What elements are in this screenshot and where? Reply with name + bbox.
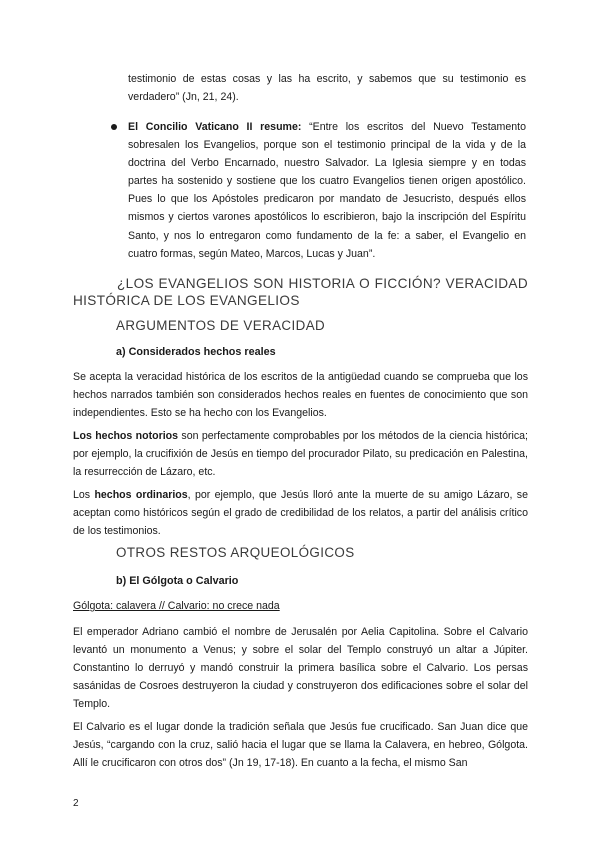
hechos-ordinarios-text: , por ejemplo, que Jesús lloró ante la muerte de su amigo Lázaro, se aceptan como históricos según el grado de credibilidad de los relatos, a partir del análisis crítico de los testimonios. <box>73 489 528 538</box>
paragraph-calvario: El Calvario es el lugar donde la tradición señala que Jesús fue crucificado. San Juan dice que Jesús, “cargando con la cruz, salió hacia el lugar que se llama la Calavera, en hebreo, Gólgota. Allí le crucificaron con otros dos” (Jn 19, 17-18). En cuanto a la fecha, el mismo San <box>73 721 528 770</box>
main-heading <box>73 275 528 309</box>
hechos-ordinarios-label: hechos ordinarios <box>94 489 188 501</box>
hechos-ordinarios-prefix: Los <box>73 489 95 501</box>
bullet-icon <box>111 124 117 130</box>
bullet-paragraph <box>128 118 526 263</box>
hechos-notorios-text: son perfectamente comprobables por los métodos de la ciencia histórica; por ejemplo, la crucifixión de Jesús en tiempo del procurador Pilato, su predicación en Palestina, la resurrección de Lázaro, etc. <box>73 430 528 479</box>
page-number: 2 <box>73 798 79 809</box>
bullet-text: “Entre los escritos del Nuevo Testamento sobresalen los Evangelios, porque son el testimonio principal de la vida y de la doctrina del Verbo Encarnado, nuestro Salvador. La Iglesia siempre y en todas partes ha sostenido y sostiene que los cuatro Evangelios tienen origen apostólico. Pues lo que los Apóstoles predicaron por mandato de Jesucristo, después ellos mismos y ciertos varones apostólicos lo escribieron, bajo la inscripción del Espíritu Santo, y nos lo entregaron como fundamento de la fe: a saber, el Evangelio en cuatro formas, según Mateo, Marcos, Lucas y Juan”. <box>128 121 526 260</box>
section-heading-veracidad: ARGUMENTOS DE VERACIDAD <box>116 318 326 333</box>
section-heading-restos: OTROS RESTOS ARQUEOLÓGICOS <box>116 545 355 560</box>
subheading-golgota: b) El Gólgota o Calvario <box>116 575 239 587</box>
bullet-label: El Concilio Vaticano II resume: <box>128 121 302 133</box>
paragraph-veracidad: Se acepta la veracidad histórica de los escritos de la antigüedad cuando se comprueba que los hechos narrados también son considerados hechos reales en fuentes de conocimiento que son independientes. Esto se ha hecho con los Evangelios. <box>73 371 528 420</box>
hechos-notorios-label: Los hechos notorios <box>73 430 179 442</box>
paragraph-adriano: El emperador Adriano cambió el nombre de Jerusalén por Aelia Capitolina. Sobre el Calvario levantó un monumento a Venus; y sobre el solar del Templo construyó un altar a Júpiter. Constantino lo derruyó y mandó construir la primera basílica sobre el Calvario. Los persas sasánidas de Cosroes destruyeron la ciudad y construyeron dos edificaciones sobre el solar del Templo. <box>73 626 528 711</box>
underlined-definition: Gólgota: calavera // Calvario: no crece nada <box>73 600 280 612</box>
main-heading-text: ¿LOS EVANGELIOS SON HISTORIA O FICCIÓN? VERACIDAD HISTÓRICA DE LOS EVANGELIOS <box>73 276 528 308</box>
paragraph-hechos-notorios <box>73 427 528 481</box>
lead-in-paragraph: testimonio de estas cosas y las ha escrito, y sabemos que su testimonio es verdadero” (Jn, 21, 24). <box>128 73 526 104</box>
subheading-hechos-reales: a) Considerados hechos reales <box>116 346 276 358</box>
paragraph-hechos-ordinarios <box>73 486 528 540</box>
